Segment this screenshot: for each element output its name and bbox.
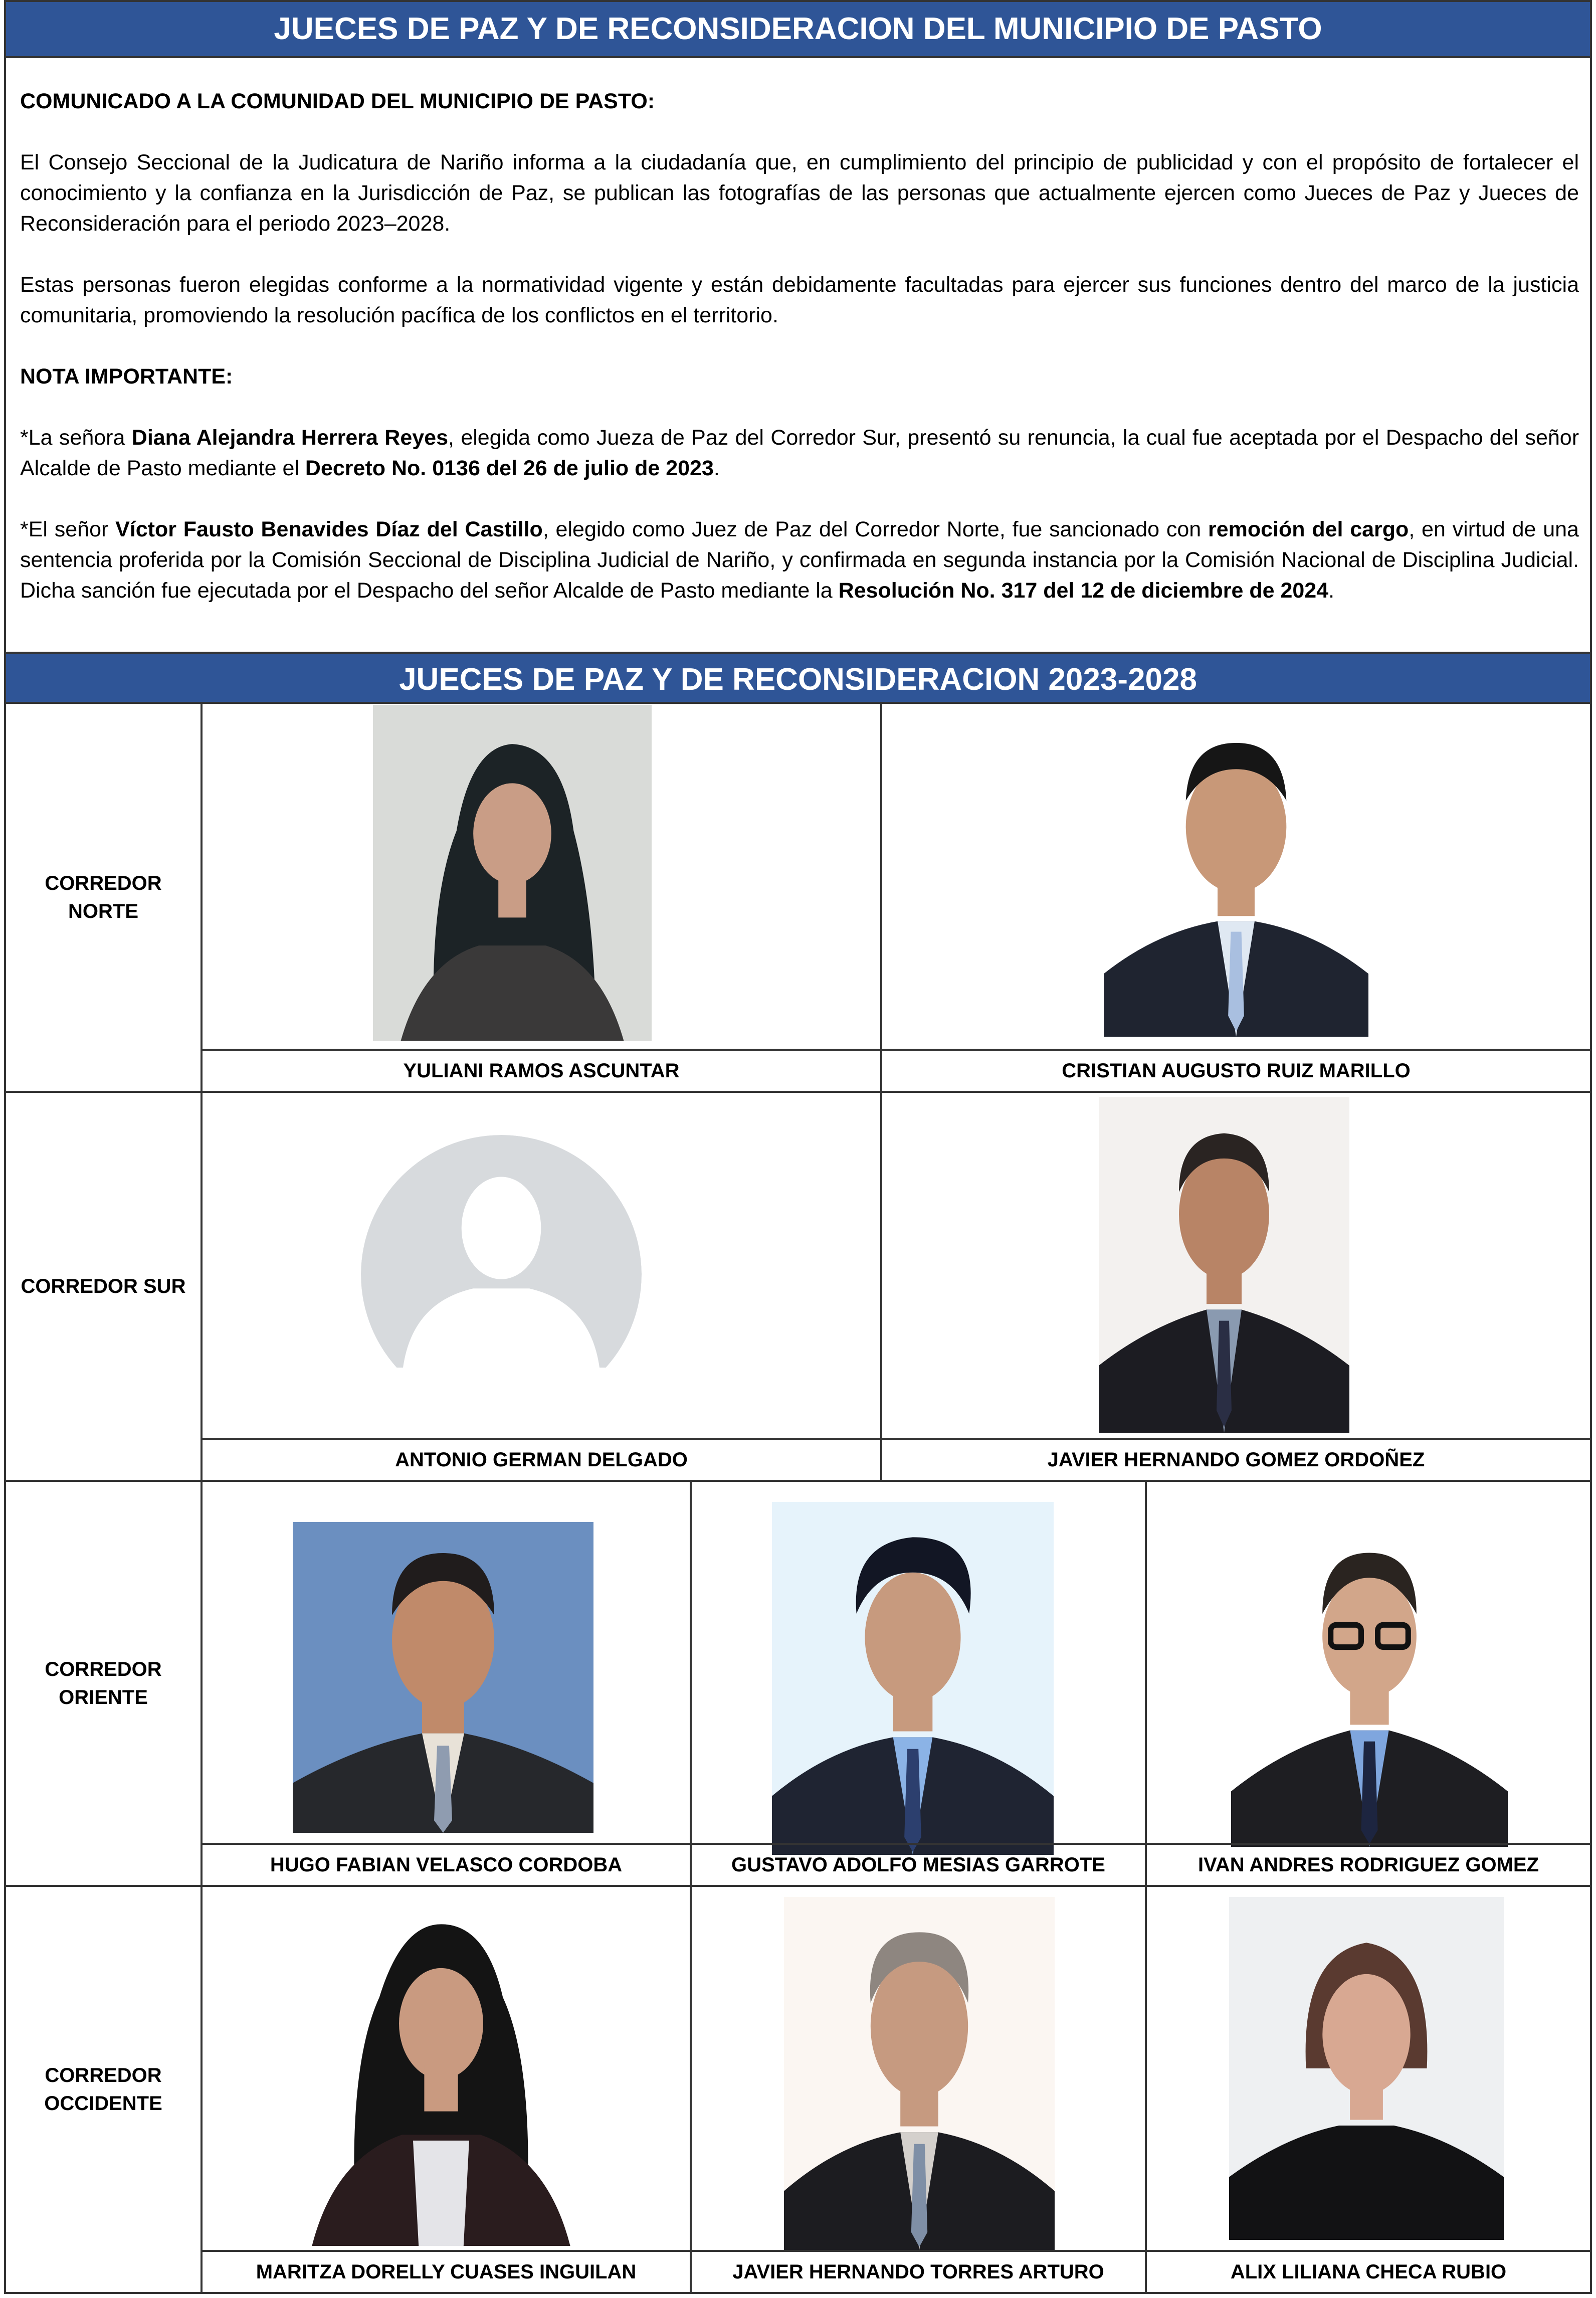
note-1-prefix: *La señora xyxy=(20,426,132,450)
judge-cell xyxy=(1147,1482,1590,1885)
page-title: JUECES DE PAZ Y DE RECONSIDERACION DEL MUNICIPIO DE PASTO xyxy=(6,2,1590,58)
judge-name: YULIANI RAMOS ASCUNTAR xyxy=(203,1049,880,1091)
judge-cell xyxy=(203,704,882,1091)
corridor-label xyxy=(6,1093,203,1480)
judge-cell xyxy=(1147,1887,1590,2292)
judge-name: GUSTAVO ADOLFO MESIAS GARROTE xyxy=(692,1843,1145,1885)
judge-name: JAVIER HERNANDO GOMEZ ORDOÑEZ xyxy=(882,1438,1590,1480)
document-page xyxy=(4,0,1592,2294)
judge-name: IVAN ANDRES RODRIGUEZ GOMEZ xyxy=(1147,1843,1590,1885)
note-2-sanction: remoción del cargo xyxy=(1208,517,1409,541)
note-2-prefix: *El señor xyxy=(20,517,116,541)
corridor-label-text: CORREDOR OCCIDENTE xyxy=(44,2064,162,2115)
judge-name: MARITZA DORELLY CUASES INGUILAN xyxy=(203,2250,690,2292)
note-2-resolution: Resolución No. 317 del 12 de diciembre de 2024 xyxy=(838,579,1329,603)
notice-heading: COMUNICADO A LA COMUNIDAD DEL MUNICIPIO DE PASTO: xyxy=(20,89,655,113)
note-2-middle: , elegido como Juez de Paz del Corredor Norte, fue sancionado con xyxy=(542,517,1208,541)
corridor-label xyxy=(6,1887,203,2292)
judge-cell xyxy=(692,1482,1147,1885)
note-1-name: Diana Alejandra Herrera Reyes xyxy=(131,426,449,450)
judge-cell xyxy=(203,1887,692,2292)
notice-paragraph-1: El Consejo Seccional de la Judicatura de Nariño informa a la ciudadanía que, en cumplimiento del principio de publicidad y con el propósito de fortalecer el conocimiento y la confianza en la Jurisdicción de Paz, se publican las fotografías de las personas que actualmente ejercen como Jueces de Paz y Jueces de Reconsideración para el periodo 2023–2028. xyxy=(20,150,1579,236)
judge-name: ANTONIO GERMAN DELGADO xyxy=(203,1438,880,1480)
judge-photo-woman xyxy=(1229,1897,1504,2240)
judge-cell xyxy=(203,1093,882,1480)
corridor-row-occidente xyxy=(6,1887,1590,2292)
note-1-decree: Decreto No. 0136 del 26 de julio de 2023 xyxy=(305,456,714,480)
corridor-row-sur xyxy=(6,1093,1590,1482)
corridor-label-text: CORREDOR SUR xyxy=(21,1275,186,1297)
judge-name: ALIX LILIANA CHECA RUBIO xyxy=(1147,2250,1590,2292)
note-2-suffix: . xyxy=(1328,579,1335,603)
judge-name: JAVIER HERNANDO TORRES ARTURO xyxy=(692,2250,1145,2292)
judge-photo-woman xyxy=(301,1895,581,2246)
judge-cell xyxy=(692,1887,1147,2292)
placeholder-avatar-icon xyxy=(361,1135,642,1368)
corridor-label-text: CORREDOR NORTE xyxy=(45,872,162,922)
note-1-suffix: . xyxy=(713,456,720,480)
note-1-middle: , elegida como Jueza de Paz del Corredor Sur, presentó su renuncia, la cual fue aceptada por el Despacho del señor Alcalde de Pasto mediante el xyxy=(20,426,1579,480)
judge-photo-man xyxy=(293,1522,593,1833)
judge-name: CRISTIAN AUGUSTO RUIZ MARILLO xyxy=(882,1049,1590,1091)
section-title: JUECES DE PAZ Y DE RECONSIDERACION 2023-2028 xyxy=(6,652,1590,704)
note-2 xyxy=(20,514,1579,606)
note-2-middle2: , en virtud de una sentencia proferida por la Comisión Seccional de Disciplina Judicial de Nariño, y confirmada en segunda instancia por la Comisión Nacional de Disciplina Judicial. Dicha sanción fue ejecutada por el Despacho del señor Alcalde de Pasto mediante la xyxy=(20,517,1579,603)
judge-cell xyxy=(203,1482,692,1885)
corridor-label xyxy=(6,704,203,1091)
notice-block xyxy=(20,86,1579,637)
judge-photo-man xyxy=(1099,1097,1349,1433)
judge-photo-woman xyxy=(373,705,652,1041)
corridor-label-text: CORREDOR ORIENTE xyxy=(45,1658,162,1708)
judge-photo-man xyxy=(784,1897,1055,2250)
judges-table xyxy=(6,704,1590,2292)
corridor-row-oriente xyxy=(6,1482,1590,1887)
judge-photo-man-glasses xyxy=(1231,1514,1508,1847)
judge-cell xyxy=(882,704,1590,1091)
note-2-name: Víctor Fausto Benavides Díaz del Castillo xyxy=(115,517,543,541)
note-heading: NOTA IMPORTANTE: xyxy=(20,364,233,389)
judge-photo-man xyxy=(772,1502,1054,1855)
judge-name: HUGO FABIAN VELASCO CORDOBA xyxy=(203,1843,690,1885)
corridor-label xyxy=(6,1482,203,1885)
judge-photo-man xyxy=(1104,722,1368,1037)
judge-cell xyxy=(882,1093,1590,1480)
note-1 xyxy=(20,423,1579,484)
notice-paragraph-2: Estas personas fueron elegidas conforme a la normatividad vigente y están debidamente facultadas para ejercer sus funciones dentro del marco de la justicia comunitaria, promoviendo la resolución pacífica de los conflictos en el territorio. xyxy=(20,273,1579,327)
corridor-row-norte xyxy=(6,704,1590,1093)
